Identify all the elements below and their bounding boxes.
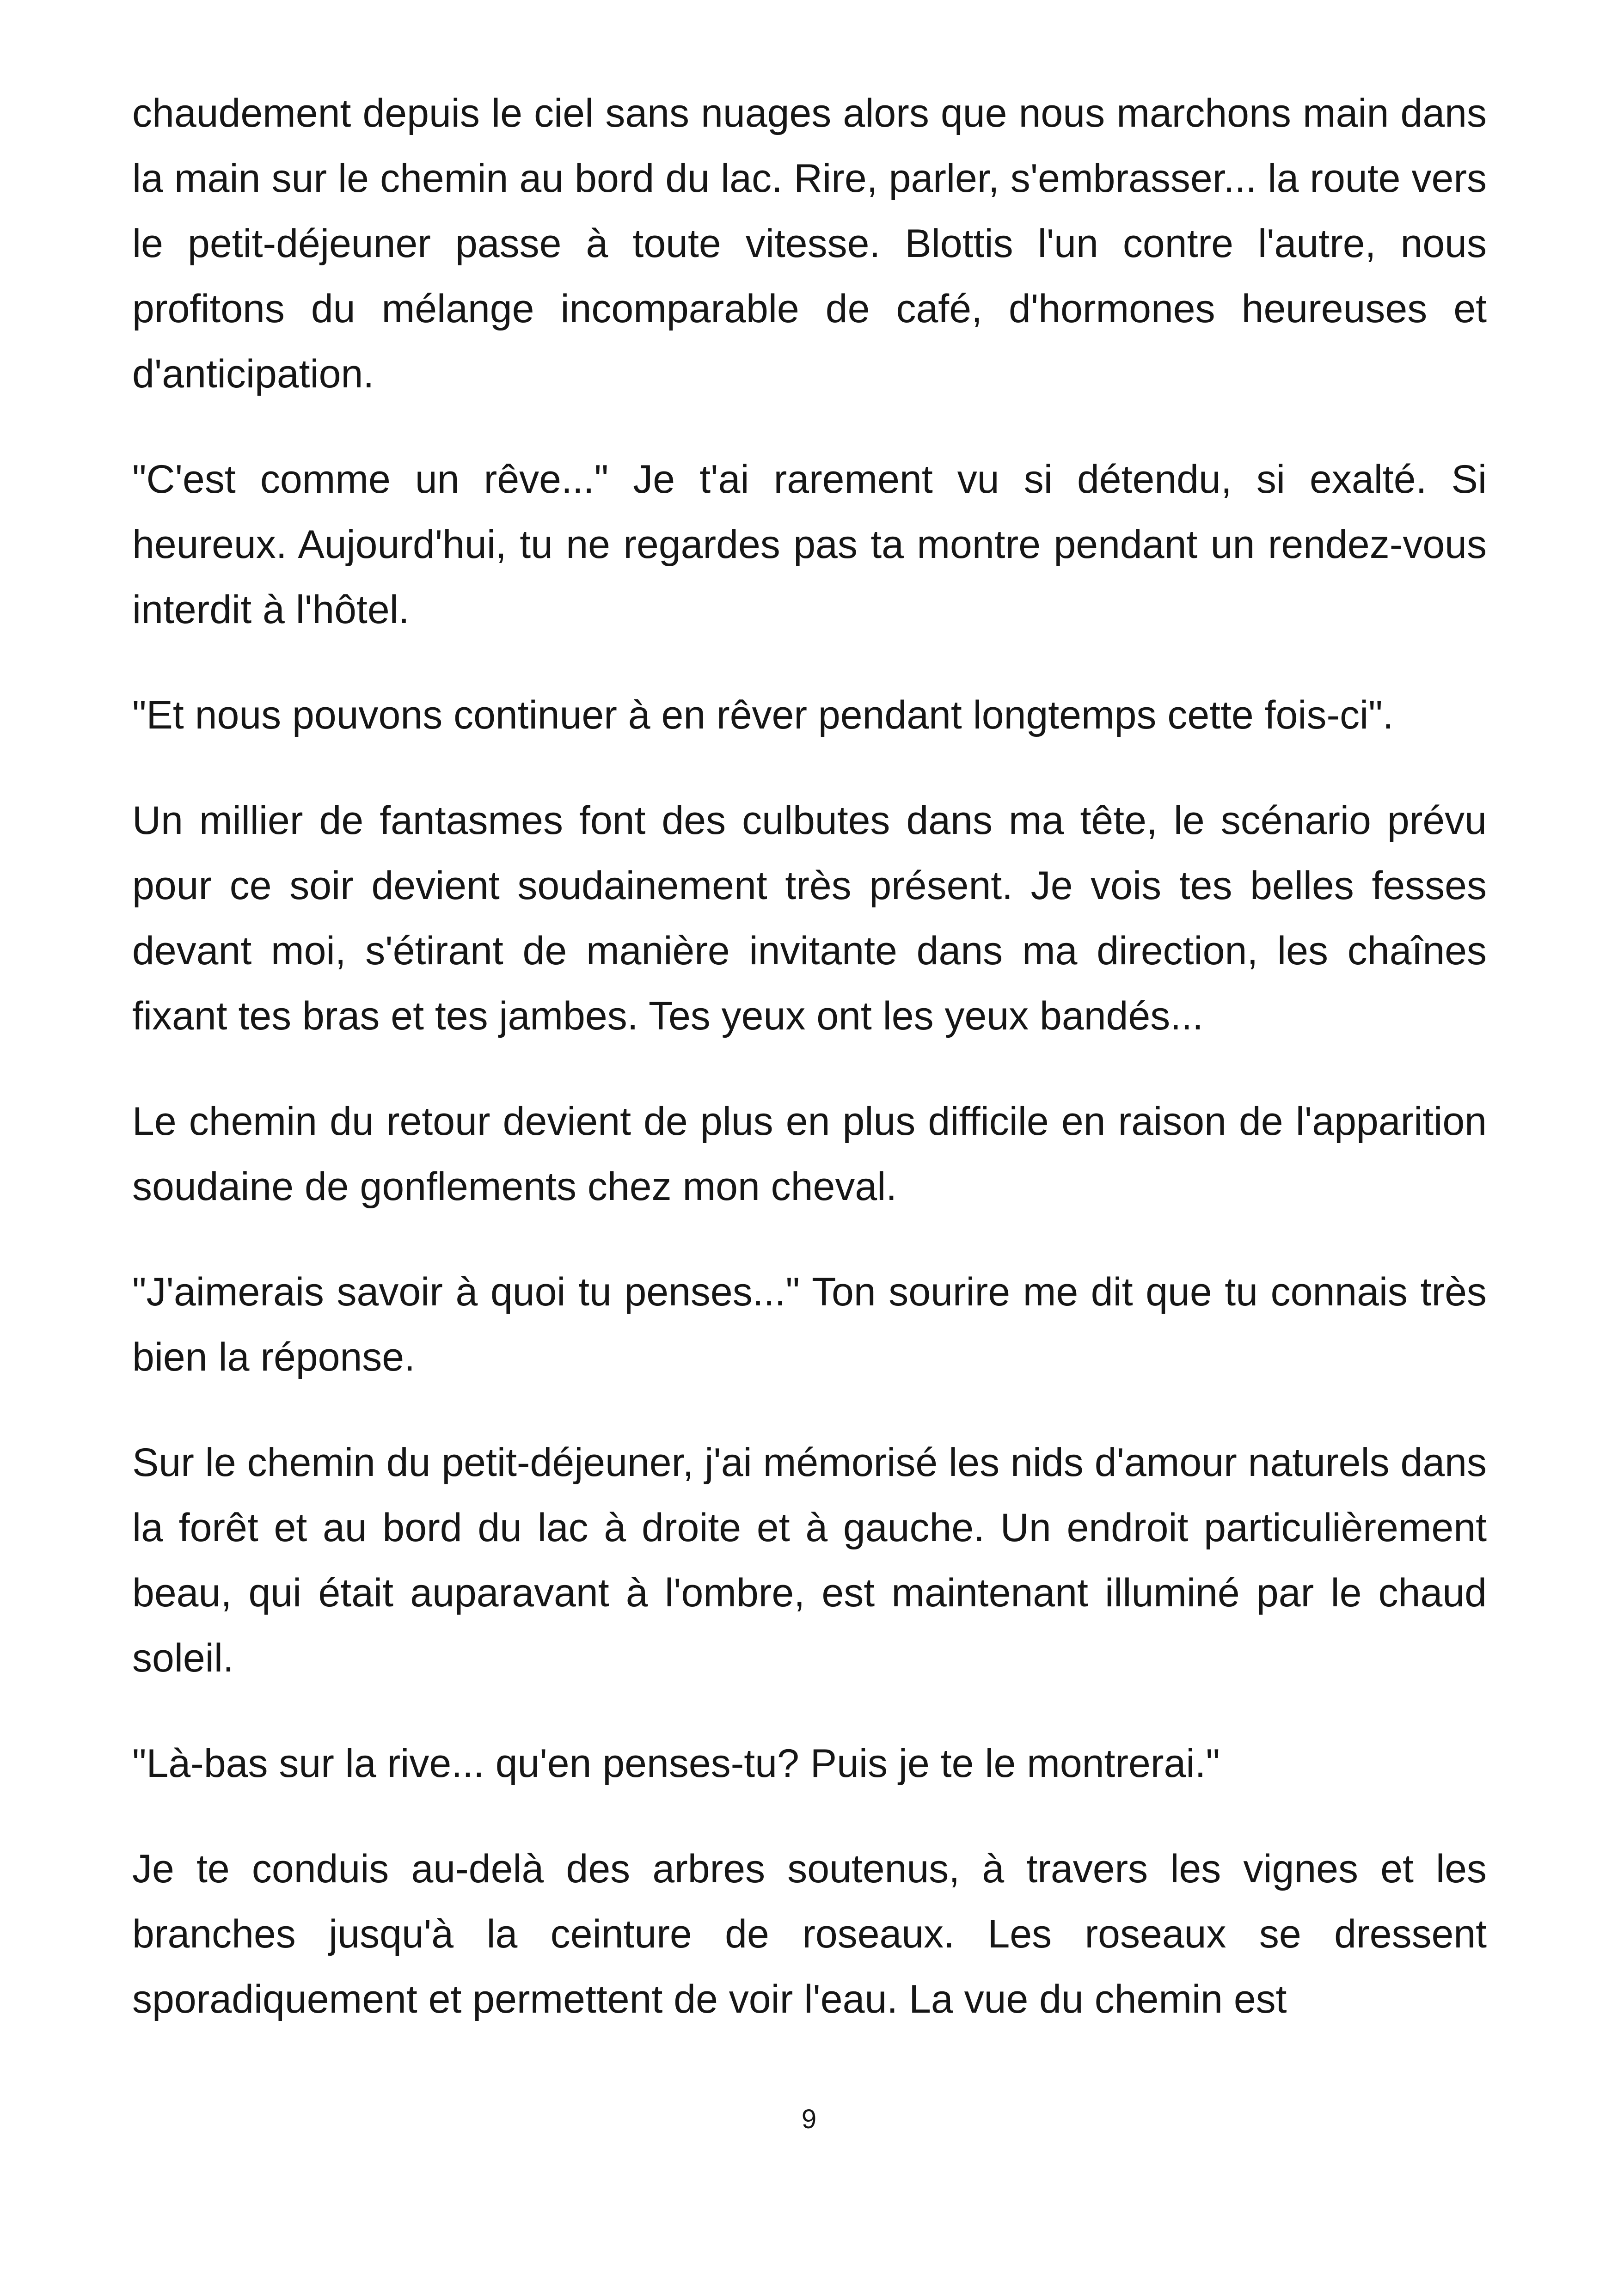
page-number: 9	[801, 2104, 817, 2134]
paragraph: "Et nous pouvons continuer à en rêver pendant longtemps cette fois-ci".	[132, 693, 1394, 737]
paragraph: Un millier de fantasmes font des culbutes dans ma tête, le scénario prévu pour ce soir devient soudainement très présent. Je vois tes belles fesses devant moi, s'étirant de manière invitante dans ma direction, les chaînes fixant tes bras et tes jambes. Tes yeux ont les yeux bandés...	[132, 798, 1487, 1038]
paragraph: "J'aimerais savoir à quoi tu penses..." Ton sourire me dit que tu connais très bien la réponse.	[132, 1270, 1487, 1379]
paragraph: Je te conduis au-delà des arbres soutenus, à travers les vignes et les branches jusqu'à la ceinture de roseaux. Les roseaux se dressent sporadiquement et permettent de voir l'eau. La vue du chemin est	[132, 1847, 1487, 2021]
paragraph: "C'est comme un rêve..." Je t'ai rarement vu si détendu, si exalté. Si heureux. Aujourd'hui, tu ne regardes pas ta montre pendant un rendez-vous interdit à l'hôtel.	[132, 457, 1487, 632]
body-text	[132, 81, 1487, 2072]
paragraph: chaudement depuis le ciel sans nuages alors que nous marchons main dans la main sur le chemin au bord du lac. Rire, parler, s'embrasser... la route vers le petit-déjeuner passe à toute vitesse. Blottis l'un contre l'autre, nous profitons du mélange incomparable de café, d'hormones heureuses et d'anticipation.	[132, 91, 1487, 396]
paragraph: "Là-bas sur la rive... qu'en penses-tu? Puis je te le montrerai."	[132, 1741, 1220, 1786]
paragraph: Sur le chemin du petit-déjeuner, j'ai mémorisé les nids d'amour naturels dans la forêt et au bord du lac à droite et à gauche. Un endroit particulièrement beau, qui était auparavant à l'ombre, est maintenant illuminé par le chaud soleil.	[132, 1440, 1487, 1680]
paragraph: Le chemin du retour devient de plus en plus difficile en raison de l'apparition soudaine de gonflements chez mon cheval.	[132, 1099, 1487, 1209]
